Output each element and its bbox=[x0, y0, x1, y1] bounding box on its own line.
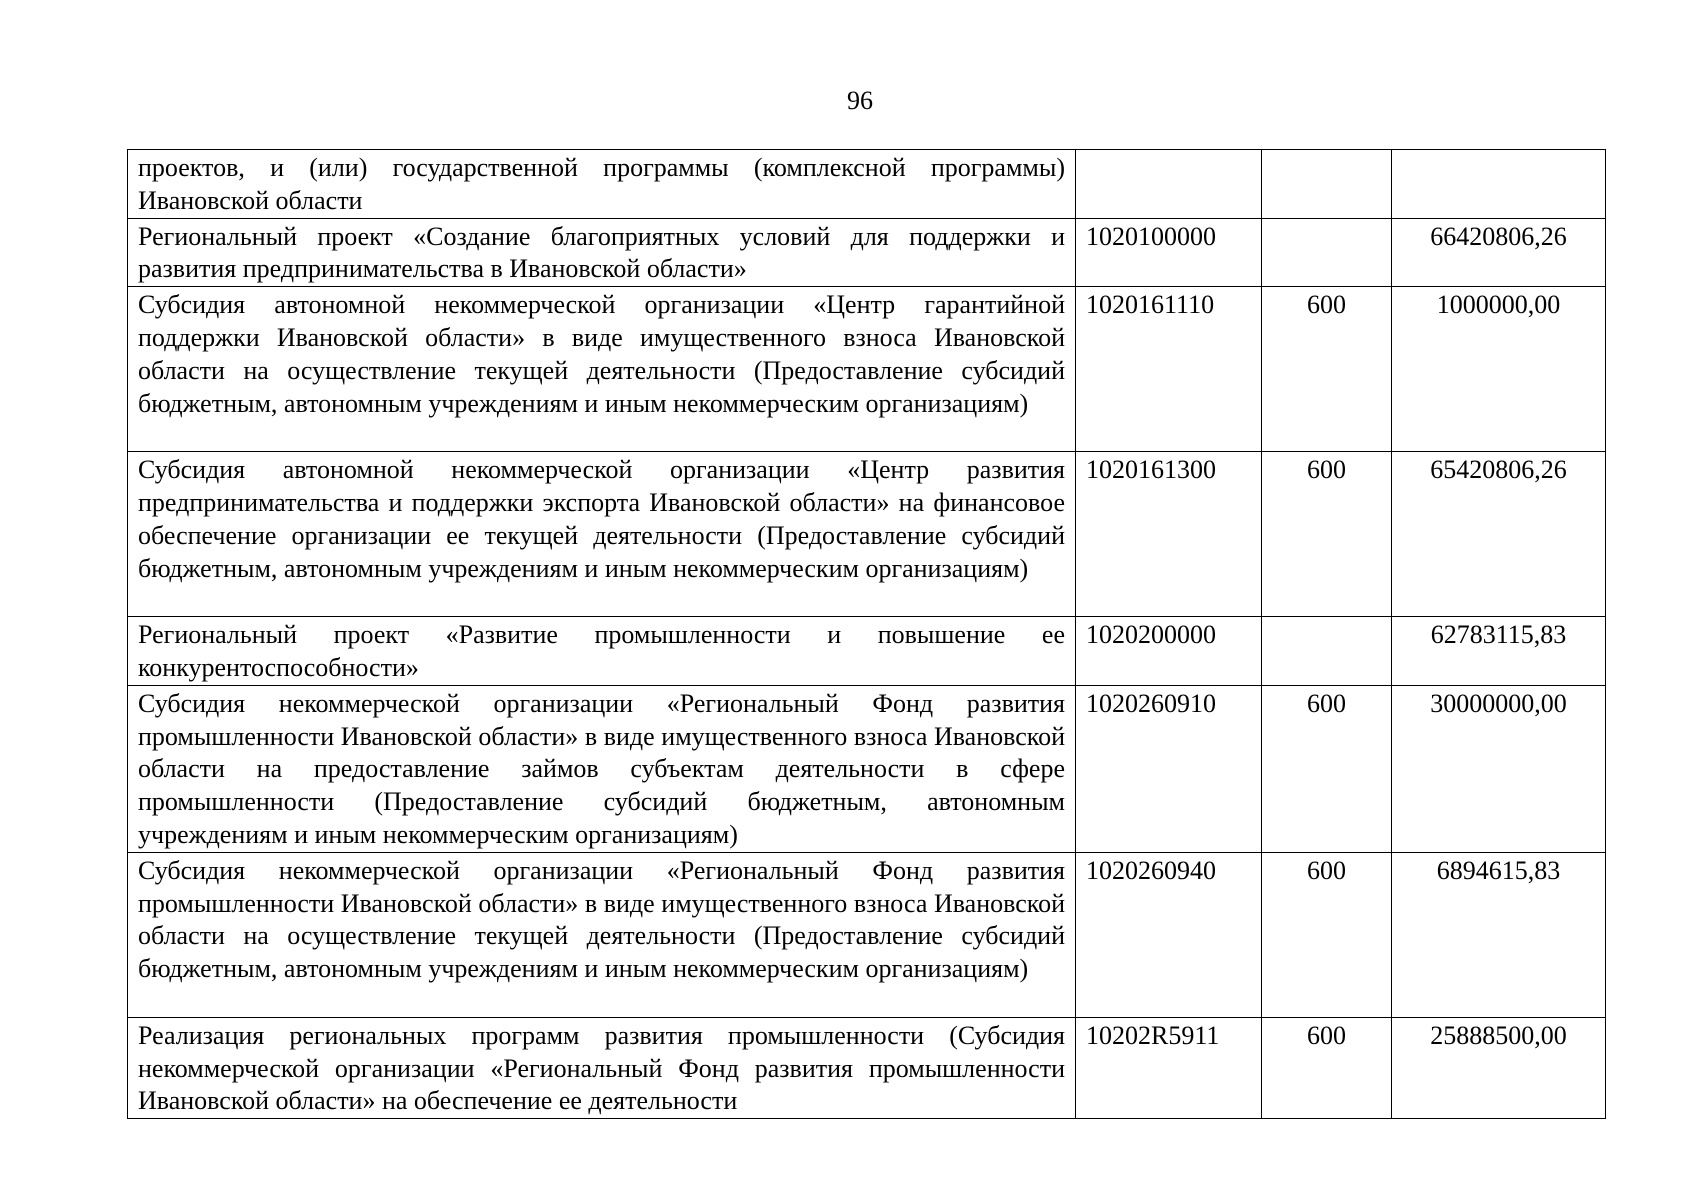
row-code: 10202R5911 bbox=[1076, 1017, 1262, 1118]
row-description: Субсидия автономной некоммерческой организации «Центр развития предпринимательства и поддержки экспорта Ивановской области» на финансовое обеспечение организации ее текущей деятельности (Предоставление субсидий бюджетным, автономным учреждениям и иным некоммерческим организациям) bbox=[128, 452, 1076, 617]
row-expense-type: 600 bbox=[1262, 685, 1392, 852]
row-expense-type bbox=[1262, 617, 1392, 686]
row-expense-type bbox=[1262, 218, 1392, 287]
row-description: Региональный проект «Развитие промышленности и повышение ее конкурентоспособности» bbox=[128, 617, 1076, 686]
row-expense-type: 600 bbox=[1262, 852, 1392, 1017]
row-description: Реализация региональных программ развития промышленности (Субсидия некоммерческой организации «Региональный Фонд развития промышленности Ивановской области» на обеспечение ее деятельности bbox=[128, 1017, 1076, 1118]
row-description: Региональный проект «Создание благоприятных условий для поддержки и развития предпринимательства в Ивановской области» bbox=[128, 218, 1076, 287]
row-amount: 25888500,00 bbox=[1392, 1017, 1606, 1118]
table-row bbox=[128, 150, 1606, 219]
row-description: Субсидия автономной некоммерческой организации «Центр гарантийной поддержки Ивановской области» в виде имущественного взноса Ивановской области на осуществление текущей деятельности (Предоставление субсидий бюджетным, автономным учреждениям и иным некоммерческим организациям) bbox=[128, 287, 1076, 452]
row-amount: 66420806,26 bbox=[1392, 218, 1606, 287]
page-number: 96 bbox=[847, 86, 873, 115]
row-amount: 6894615,83 bbox=[1392, 852, 1606, 1017]
table-row bbox=[128, 617, 1606, 686]
budget-table bbox=[127, 149, 1606, 1119]
row-code: 1020260910 bbox=[1076, 685, 1262, 852]
row-amount: 1000000,00 bbox=[1392, 287, 1606, 452]
row-code: 1020161300 bbox=[1076, 452, 1262, 617]
table-row bbox=[128, 452, 1606, 617]
row-code: 1020260940 bbox=[1076, 852, 1262, 1017]
table-row bbox=[128, 852, 1606, 1017]
row-code: 1020200000 bbox=[1076, 617, 1262, 686]
row-expense-type: 600 bbox=[1262, 1017, 1392, 1118]
row-description: проектов, и (или) государственной программы (комплексной программы) Ивановской области bbox=[128, 150, 1076, 219]
row-code: 1020100000 bbox=[1076, 218, 1262, 287]
row-expense-type: 600 bbox=[1262, 452, 1392, 617]
row-expense-type: 600 bbox=[1262, 287, 1392, 452]
row-amount: 65420806,26 bbox=[1392, 452, 1606, 617]
row-expense-type bbox=[1262, 150, 1392, 219]
table-row bbox=[128, 685, 1606, 852]
row-code: 1020161110 bbox=[1076, 287, 1262, 452]
row-amount: 30000000,00 bbox=[1392, 685, 1606, 852]
table-row bbox=[128, 287, 1606, 452]
table-row bbox=[128, 218, 1606, 287]
row-description: Субсидия некоммерческой организации «Региональный Фонд развития промышленности Ивановской области» в виде имущественного взноса Ивановской области на осуществление текущей деятельности (Предоставление субсидий бюджетным, автономным учреждениям и иным некоммерческим организациям) bbox=[128, 852, 1076, 1017]
row-amount: 62783115,83 bbox=[1392, 617, 1606, 686]
row-amount bbox=[1392, 150, 1606, 219]
row-description: Субсидия некоммерческой организации «Региональный Фонд развития промышленности Ивановской области» в виде имущественного взноса Ивановской области на предоставление займов субъектам деятельности в сфере промышленности (Предоставление субсидий бюджетным, автономным учреждениям и иным некоммерческим организациям) bbox=[128, 685, 1076, 852]
table-row bbox=[128, 1017, 1606, 1118]
row-code bbox=[1076, 150, 1262, 219]
